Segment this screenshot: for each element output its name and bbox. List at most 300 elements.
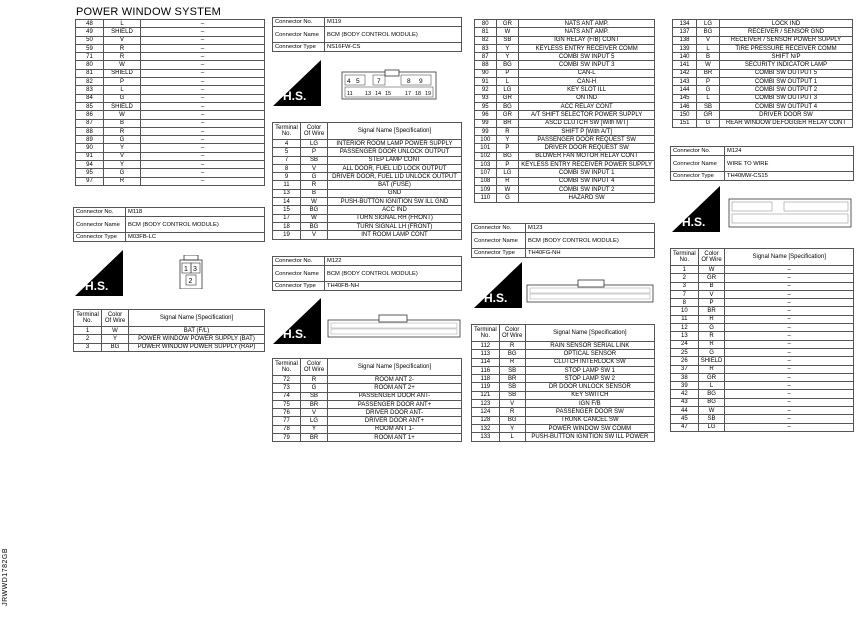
table-row: [475, 161, 655, 169]
color-cell: LG: [496, 86, 519, 94]
terminal-cell: 114: [472, 358, 500, 366]
table-row: [671, 373, 854, 381]
terminal-cell: 17: [273, 214, 301, 222]
table-row: [273, 425, 462, 433]
terminal-cell: 95: [475, 102, 497, 110]
terminal-cell: 43: [671, 398, 699, 406]
terminal-cell: 79: [273, 434, 301, 442]
color-cell: W: [496, 28, 519, 36]
terminal-cell: 134: [673, 20, 697, 28]
color-cell: SHIELD: [104, 69, 141, 77]
table-row: [673, 53, 853, 61]
color-cell: BR: [697, 69, 720, 77]
table-row: [671, 348, 854, 356]
label-connector-no: Connector No.: [671, 147, 725, 156]
table-row: [673, 69, 853, 77]
table-row: [475, 20, 655, 28]
m122-name: BCM (BODY CONTROL MODULE): [325, 266, 462, 282]
color-cell: G: [496, 194, 519, 202]
terminal-cell: 94: [76, 161, 104, 169]
table-row: [671, 324, 854, 332]
connector-info-m119: [272, 17, 462, 52]
signal-cell: –: [725, 282, 854, 290]
m119-pin: 9: [419, 78, 423, 85]
m119-pin: 8: [407, 78, 411, 85]
terminal-cell: 76: [273, 409, 301, 417]
hs-label: H.S.: [85, 279, 109, 293]
color-cell: SB: [301, 392, 328, 400]
signal-cell: COMBI SW INPUT 1: [519, 169, 655, 177]
table-row: [673, 119, 853, 127]
terminal-cell: 140: [673, 53, 697, 61]
table-row: [273, 214, 462, 222]
signal-cell: IGN RELAY (F/B) CONT: [519, 36, 655, 44]
terminal-cell: 113: [472, 350, 500, 358]
color-cell: B: [104, 119, 141, 127]
signal-cell: RECEIVER / SENSOR GND: [720, 28, 853, 36]
signal-cell: COMBI SW OUTPUT 2: [720, 86, 853, 94]
signal-cell: ACC IND: [328, 206, 462, 214]
m123-type: TH40FG-NH: [526, 249, 655, 258]
terminal-cell: 90: [475, 69, 497, 77]
m119-pin: 17: [405, 91, 412, 97]
terminal-cell: 8: [273, 164, 301, 172]
signal-cell: –: [725, 340, 854, 348]
table-row: [673, 20, 853, 28]
signal-cell: A/T SHIFT SELECTOR POWER SUPPLY: [519, 111, 655, 119]
signal-cell: –: [141, 20, 265, 28]
signal-cell: –: [725, 266, 854, 274]
table-row: [671, 398, 854, 406]
terminal-cell: 49: [76, 28, 104, 36]
color-cell: R: [499, 408, 525, 416]
terminal-cell: 101: [475, 144, 497, 152]
signal-cell: STOP LAMP SW 2: [525, 375, 654, 383]
signal-cell: IGN F/B: [525, 400, 654, 408]
signal-cell: ON IND: [519, 94, 655, 102]
color-cell: LG: [496, 169, 519, 177]
signal-cell: CAN-H: [519, 78, 655, 86]
table-row: [76, 111, 265, 119]
table-row: [673, 86, 853, 94]
terminal-cell: 86: [76, 111, 104, 119]
table-row: [671, 307, 854, 315]
table-row: [76, 20, 265, 28]
color-cell: SB: [496, 36, 519, 44]
signal-cell: –: [725, 398, 854, 406]
terminal-cell: 74: [273, 392, 301, 400]
table-row: [673, 78, 853, 86]
label-connector-name: Connector Name: [273, 266, 325, 282]
signal-cell: KEYLESS ENTRY RECEIVER COMM: [519, 44, 655, 52]
signal-cell: PASSENGER DOOR REQUEST SW: [519, 136, 655, 144]
header-terminal: Terminal No.: [472, 325, 500, 342]
terminal-cell: 83: [475, 44, 497, 52]
table-row: [76, 136, 265, 144]
signal-cell: RAIN SENSOR SERIAL LINK: [525, 342, 654, 350]
color-cell: BG: [698, 390, 725, 398]
color-cell: V: [301, 231, 328, 239]
terminal-cell: 15: [273, 206, 301, 214]
table-row: [273, 392, 462, 400]
terminal-cell: 9: [273, 173, 301, 181]
color-cell: BG: [102, 343, 129, 351]
table-row: [475, 169, 655, 177]
color-cell: BG: [496, 102, 519, 110]
label-connector-no: Connector No.: [273, 257, 325, 266]
signal-cell: –: [141, 69, 265, 77]
table-row: [472, 375, 655, 383]
signal-cell: COMBI SW INPUT 5: [519, 53, 655, 61]
color-cell: P: [104, 78, 141, 86]
table-row: [76, 44, 265, 52]
terminal-cell: 119: [472, 383, 500, 391]
signal-cell: COMBI SW INPUT 2: [519, 185, 655, 193]
signal-cell: –: [725, 373, 854, 381]
table-row: [475, 28, 655, 36]
color-cell: L: [697, 94, 720, 102]
table-row: [76, 119, 265, 127]
table-row: [273, 140, 462, 148]
color-cell: V: [499, 400, 525, 408]
color-cell: R: [301, 376, 328, 384]
color-cell: BR: [698, 307, 725, 315]
color-cell: SB: [697, 102, 720, 110]
m119-pin: 11: [347, 91, 353, 97]
terminal-cell: 24: [671, 340, 699, 348]
terminal-cell: 97: [76, 177, 104, 185]
table-row: [673, 44, 853, 52]
terminal-table-m123: [471, 324, 655, 442]
table-row: [472, 433, 655, 441]
signal-cell: DRIVER DOOR ANT+: [328, 417, 462, 425]
terminal-table-m122: [272, 358, 462, 442]
header-terminal: Terminal No.: [74, 310, 102, 327]
signal-cell: –: [725, 407, 854, 415]
color-cell: G: [301, 384, 328, 392]
hs-label: H.S.: [682, 215, 706, 229]
signal-cell: –: [725, 299, 854, 307]
terminal-cell: 83: [76, 86, 104, 94]
terminal-cell: 82: [76, 78, 104, 86]
table-row: [475, 61, 655, 69]
label-connector-no: Connector No.: [273, 18, 325, 27]
terminal-cell: 80: [76, 61, 104, 69]
m118-pin: 2: [188, 278, 193, 285]
table-row: [475, 152, 655, 160]
signal-cell: –: [725, 390, 854, 398]
connector-face-m119: [341, 68, 437, 100]
terminal-cell: 99: [475, 127, 497, 135]
terminal-cell: 133: [472, 433, 500, 441]
signal-cell: DRIVER DOOR, FUEL LID UNLOCK OUTPUT: [328, 173, 462, 181]
m119-pin: 5: [356, 78, 360, 85]
table-row: [671, 390, 854, 398]
signal-cell: TRUNK CANCEL SW: [525, 416, 654, 424]
color-cell: Y: [102, 335, 129, 343]
color-cell: GR: [496, 20, 519, 28]
table-row: [475, 86, 655, 94]
table-row: [273, 148, 462, 156]
table-row: [472, 342, 655, 350]
m118-pin: 3: [193, 266, 197, 273]
color-cell: BR: [499, 375, 525, 383]
table-row: [475, 53, 655, 61]
signal-cell: –: [141, 169, 265, 177]
page-title: POWER WINDOW SYSTEM: [76, 6, 221, 18]
terminal-cell: 19: [273, 231, 301, 239]
color-cell: G: [301, 173, 328, 181]
label-connector-type: Connector Type: [273, 43, 325, 52]
table-row: [76, 78, 265, 86]
header-color: Color Of Wire: [301, 123, 328, 140]
table-row: [76, 144, 265, 152]
color-cell: V: [104, 36, 141, 44]
color-cell: Y: [496, 44, 519, 52]
signal-cell: NATS ANT AMP.: [519, 20, 655, 28]
terminal-cell: 4: [273, 140, 301, 148]
signal-cell: PASSENGER DOOR UNLOCK OUTPUT: [328, 148, 462, 156]
color-cell: Y: [499, 424, 525, 432]
color-cell: R: [499, 358, 525, 366]
color-cell: W: [698, 266, 725, 274]
table-row: [671, 407, 854, 415]
signal-cell: SHIFT N/P: [720, 53, 853, 61]
signal-cell: STOP LAMP SW 1: [525, 366, 654, 374]
signal-cell: ROOM ANT 2+: [328, 384, 462, 392]
color-cell: R: [698, 315, 725, 323]
terminal-cell: 150: [673, 111, 697, 119]
table-row: [273, 173, 462, 181]
terminal-cell: 124: [472, 408, 500, 416]
terminal-cell: 81: [475, 28, 497, 36]
hs-symbol-m122: [273, 298, 321, 344]
label-connector-name: Connector Name: [273, 27, 325, 43]
table-row: [76, 177, 265, 185]
terminal-table-m124: [670, 248, 854, 432]
connector-face-m122: [327, 314, 461, 338]
terminal-table-m118: [73, 309, 265, 352]
color-cell: BR: [301, 434, 328, 442]
signal-cell: –: [141, 36, 265, 44]
label-connector-type: Connector Type: [74, 233, 126, 242]
terminal-table-col4: [672, 19, 853, 128]
table-row: [673, 111, 853, 119]
signal-cell: –: [141, 136, 265, 144]
table-row: [475, 136, 655, 144]
color-cell: G: [104, 169, 141, 177]
color-cell: B: [697, 53, 720, 61]
label-connector-name: Connector Name: [472, 233, 526, 249]
table-row: [475, 94, 655, 102]
color-cell: Y: [104, 144, 141, 152]
table-row: [76, 36, 265, 44]
table-row: [76, 161, 265, 169]
signal-cell: –: [725, 348, 854, 356]
color-cell: P: [496, 144, 519, 152]
signal-cell: DR DOOR UNLOCK SENSOR: [525, 383, 654, 391]
terminal-cell: 81: [76, 69, 104, 77]
signal-cell: –: [725, 423, 854, 431]
m119-pin: 18: [415, 91, 422, 97]
hs-label: H.S.: [283, 327, 307, 341]
connector-info-m118: [73, 207, 265, 242]
signal-cell: SECURITY INDICATOR LAMP: [720, 61, 853, 69]
signal-cell: ROOM ANT 1-: [328, 425, 462, 433]
signal-cell: COMBI SW OUTPUT 3: [720, 94, 853, 102]
signal-cell: INTERIOR ROOM LAMP POWER SUPPLY: [328, 140, 462, 148]
signal-cell: POWER WINDOW SW COMM: [525, 424, 654, 432]
terminal-cell: 143: [673, 78, 697, 86]
color-cell: V: [698, 290, 725, 298]
terminal-cell: 151: [673, 119, 697, 127]
terminal-cell: 48: [76, 20, 104, 28]
terminal-cell: 47: [671, 423, 699, 431]
table-row: [472, 358, 655, 366]
signal-cell: –: [725, 332, 854, 340]
table-row: [671, 365, 854, 373]
terminal-cell: 99: [475, 119, 497, 127]
color-cell: R: [301, 181, 328, 189]
color-cell: L: [698, 382, 725, 390]
table-row: [671, 382, 854, 390]
signal-cell: DRIVER DOOR REQUEST SW: [519, 144, 655, 152]
signal-cell: PUSH-BUTTON IGNITION SW ILL POWER: [525, 433, 654, 441]
terminal-cell: 72: [273, 376, 301, 384]
color-cell: W: [104, 111, 141, 119]
signal-cell: –: [141, 28, 265, 36]
terminal-cell: 90: [76, 144, 104, 152]
terminal-cell: 13: [273, 189, 301, 197]
color-cell: P: [698, 299, 725, 307]
signal-cell: POWER WINDOW POWER SUPPLY (BAT): [129, 335, 265, 343]
color-cell: G: [698, 348, 725, 356]
color-cell: Y: [496, 136, 519, 144]
table-row: [671, 266, 854, 274]
color-cell: BG: [697, 28, 720, 36]
signal-cell: –: [141, 53, 265, 61]
terminal-cell: 96: [475, 111, 497, 119]
color-cell: BG: [301, 222, 328, 230]
signal-cell: POWER WINDOW POWER SUPPLY (RAP): [129, 343, 265, 351]
table-row: [76, 169, 265, 177]
signal-cell: TURN SIGNAL RH (FRONT): [328, 214, 462, 222]
signal-cell: –: [141, 78, 265, 86]
table-row: [76, 69, 265, 77]
table-row: [472, 408, 655, 416]
table-row: [475, 36, 655, 44]
signal-cell: LOCK IND: [720, 20, 853, 28]
header-terminal: Terminal No.: [671, 249, 699, 266]
color-cell: GR: [496, 94, 519, 102]
m119-name: BCM (BODY CONTROL MODULE): [325, 27, 462, 43]
table-row: [273, 222, 462, 230]
signal-cell: –: [141, 94, 265, 102]
color-cell: P: [301, 148, 328, 156]
m119-no: M119: [325, 18, 462, 27]
table-row: [671, 282, 854, 290]
terminal-cell: 37: [671, 365, 699, 373]
color-cell: BG: [499, 416, 525, 424]
color-cell: W: [698, 407, 725, 415]
color-cell: W: [301, 198, 328, 206]
table-row: [475, 185, 655, 193]
terminal-cell: 109: [475, 185, 497, 193]
color-cell: R: [698, 340, 725, 348]
terminal-cell: 118: [472, 375, 500, 383]
connector-info-m123: [471, 223, 655, 258]
label-connector-type: Connector Type: [273, 282, 325, 291]
color-cell: G: [698, 324, 725, 332]
table-row: [671, 315, 854, 323]
terminal-cell: 13: [671, 332, 699, 340]
table-row: [273, 181, 462, 189]
color-cell: P: [496, 161, 519, 169]
m118-no: M118: [126, 208, 265, 217]
m124-name: WIRE TO WIRE: [725, 156, 854, 172]
color-cell: GR: [496, 111, 519, 119]
table-row: [273, 164, 462, 172]
terminal-cell: 116: [472, 366, 500, 374]
m119-type: NS16FW-CS: [325, 43, 462, 52]
color-cell: LG: [301, 417, 328, 425]
color-cell: L: [104, 20, 141, 28]
table-row: [273, 417, 462, 425]
m122-no: M122: [325, 257, 462, 266]
signal-cell: –: [725, 274, 854, 282]
signal-cell: –: [141, 111, 265, 119]
color-cell: R: [496, 177, 519, 185]
table-row: [671, 299, 854, 307]
terminal-cell: 73: [273, 384, 301, 392]
color-cell: SB: [499, 391, 525, 399]
color-cell: BG: [496, 61, 519, 69]
table-row: [273, 376, 462, 384]
color-cell: Y: [301, 425, 328, 433]
signal-cell: –: [141, 144, 265, 152]
terminal-cell: 100: [475, 136, 497, 144]
hs-symbol-m119: [273, 60, 321, 106]
signal-cell: PUSH-BUTTON IGNITION SW ILL GND: [328, 198, 462, 206]
color-cell: V: [301, 409, 328, 417]
table-row: [273, 434, 462, 442]
m122-type: TH40FB-NH: [325, 282, 462, 291]
header-color: Color Of Wire: [301, 359, 328, 376]
terminal-cell: 103: [475, 161, 497, 169]
m118-pin: 1: [184, 266, 188, 273]
color-cell: R: [104, 127, 141, 135]
color-cell: R: [698, 332, 725, 340]
color-cell: LG: [698, 423, 725, 431]
table-row: [475, 177, 655, 185]
table-row: [673, 28, 853, 36]
terminal-table-col3: [474, 19, 655, 203]
signal-cell: BAT (FUSE): [328, 181, 462, 189]
m118-type: M03FB-LC: [126, 233, 265, 242]
terminal-cell: 137: [673, 28, 697, 36]
header-color: Color Of Wire: [698, 249, 725, 266]
color-cell: SB: [698, 415, 725, 423]
table-row: [74, 327, 265, 335]
m119-pin: 13: [365, 91, 372, 97]
color-cell: R: [104, 53, 141, 61]
table-row: [671, 415, 854, 423]
table-row: [472, 366, 655, 374]
color-cell: BG: [301, 206, 328, 214]
signal-cell: PASSENGER DOOR ANT+: [328, 400, 462, 408]
signal-cell: REAR WINDOW DEFOGGER RELAY CONT: [720, 119, 853, 127]
terminal-cell: 11: [273, 181, 301, 189]
